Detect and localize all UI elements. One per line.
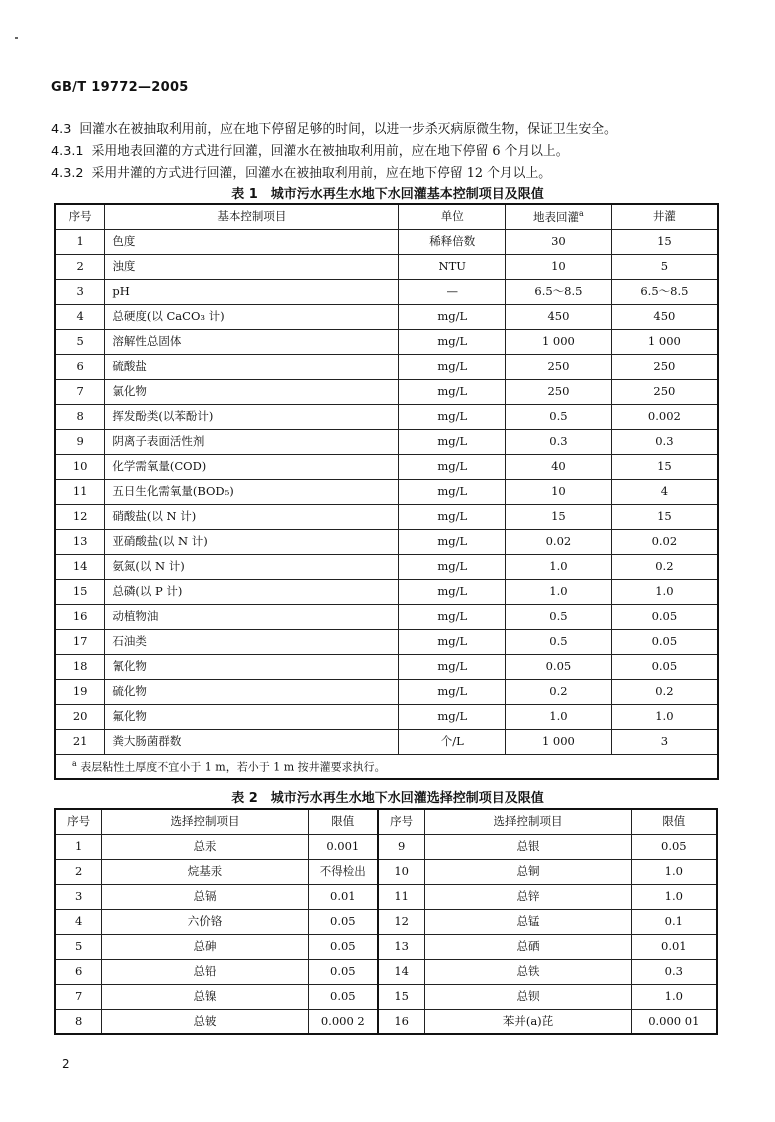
cell-limit-left: 不得检出 — [308, 859, 378, 884]
cell-surface-limit: 40 — [506, 454, 612, 479]
cell-well-limit: 250 — [611, 379, 718, 404]
cell-item-right: 总钡 — [425, 984, 631, 1009]
cell-seq-right: 9 — [378, 834, 425, 859]
cell-seq: 11 — [55, 479, 105, 504]
cell-item-right: 总锰 — [425, 909, 631, 934]
cell-seq-left: 2 — [55, 859, 102, 884]
cell-unit: mg/L — [399, 479, 506, 504]
cell-seq: 12 — [55, 504, 105, 529]
cell-well-limit: 3 — [611, 729, 718, 754]
cell-seq: 7 — [55, 379, 105, 404]
table-row — [55, 479, 718, 504]
table-row — [55, 379, 718, 404]
cell-item-right: 总银 — [425, 834, 631, 859]
cell-unit: NTU — [399, 254, 506, 279]
cell-limit-left: 0.001 — [308, 834, 378, 859]
cell-unit: mg/L — [399, 304, 506, 329]
cell-surface-limit: 1 000 — [506, 729, 612, 754]
table-row — [55, 629, 718, 654]
cell-item: 硝酸盐(以 N 计) — [105, 504, 399, 529]
cell-seq: 14 — [55, 554, 105, 579]
table-row — [55, 704, 718, 729]
cell-limit-left: 0.05 — [308, 909, 378, 934]
cell-seq: 18 — [55, 654, 105, 679]
cell-unit: mg/L — [399, 454, 506, 479]
cell-seq-left: 6 — [55, 959, 102, 984]
cell-seq-left: 8 — [55, 1009, 102, 1034]
cell-seq-right: 11 — [378, 884, 425, 909]
cell-unit: mg/L — [399, 679, 506, 704]
cell-limit-left: 0.05 — [308, 984, 378, 1009]
cell-seq-right: 13 — [378, 934, 425, 959]
cell-unit: mg/L — [399, 629, 506, 654]
table-row — [55, 959, 717, 984]
cell-well-limit: 0.05 — [611, 629, 718, 654]
clause-4-3-2 — [51, 162, 551, 181]
table-row — [55, 884, 717, 909]
cell-item: 硫酸盐 — [105, 354, 399, 379]
cell-well-limit: 4 — [611, 479, 718, 504]
cell-unit: mg/L — [399, 404, 506, 429]
cell-limit-right: 0.05 — [631, 834, 717, 859]
clause-text: 采用地表回灌的方式进行回灌，回灌水在被抽取利用前，应在地下停留 6 个月以上。 — [91, 144, 569, 159]
cell-well-limit: 0.002 — [611, 404, 718, 429]
cell-seq-right: 14 — [378, 959, 425, 984]
header-well-recharge: 井灌 — [611, 204, 718, 229]
cell-well-limit: 0.2 — [611, 554, 718, 579]
cell-unit: mg/L — [399, 529, 506, 554]
footnote-mark: a — [72, 758, 77, 768]
cell-limit-left: 0.01 — [308, 884, 378, 909]
header-seq-right: 序号 — [378, 809, 425, 834]
table-row — [55, 834, 717, 859]
table-row — [55, 454, 718, 479]
header-item: 基本控制项目 — [105, 204, 399, 229]
table-row — [55, 654, 718, 679]
table-row — [55, 554, 718, 579]
cell-well-limit: 0.3 — [611, 429, 718, 454]
cell-unit: mg/L — [399, 504, 506, 529]
cell-seq-left: 4 — [55, 909, 102, 934]
cell-surface-limit: 450 — [506, 304, 612, 329]
cell-limit-right: 0.000 01 — [631, 1009, 717, 1034]
header-seq: 序号 — [55, 204, 105, 229]
cell-item-right: 总铁 — [425, 959, 631, 984]
table-row — [55, 579, 718, 604]
cell-seq: 20 — [55, 704, 105, 729]
cell-limit-right: 0.01 — [631, 934, 717, 959]
cell-item: 氯化物 — [105, 379, 399, 404]
cell-surface-limit: 0.2 — [506, 679, 612, 704]
clause-4-3-1 — [51, 140, 569, 159]
cell-seq-left: 1 — [55, 834, 102, 859]
cell-surface-limit: 1 000 — [506, 329, 612, 354]
cell-seq-right: 10 — [378, 859, 425, 884]
header-item-right: 选择控制项目 — [425, 809, 631, 834]
cell-seq: 5 — [55, 329, 105, 354]
header-surface-recharge — [506, 204, 612, 229]
cell-seq: 8 — [55, 404, 105, 429]
cell-unit: mg/L — [399, 604, 506, 629]
cell-surface-limit: 15 — [506, 504, 612, 529]
cell-surface-limit: 0.02 — [506, 529, 612, 554]
cell-well-limit: 0.02 — [611, 529, 718, 554]
cell-surface-limit: 0.5 — [506, 404, 612, 429]
cell-surface-limit: 30 — [506, 229, 612, 254]
table-row — [55, 329, 718, 354]
cell-item: 色度 — [105, 229, 399, 254]
clause-text: 回灌水在被抽取利用前，应在地下停留足够的时间，以进一步杀灭病原微生物，保证卫生安全。 — [79, 122, 617, 137]
cell-seq: 17 — [55, 629, 105, 654]
table-row — [55, 984, 717, 1009]
cell-item-right: 总硒 — [425, 934, 631, 959]
cell-well-limit: 5 — [611, 254, 718, 279]
cell-item-left: 总铍 — [102, 1009, 308, 1034]
table-footnote — [55, 754, 718, 779]
clause-number: 4.3 — [51, 122, 72, 137]
footnote-text: 表层粘性土厚度不宜小于 1 m，若小于 1 m 按井灌要求执行。 — [80, 760, 386, 774]
cell-item: 阴离子表面活性剂 — [105, 429, 399, 454]
header-surface-label: 地表回灌 — [533, 209, 580, 224]
cell-well-limit: 450 — [611, 304, 718, 329]
cell-limit-right: 1.0 — [631, 984, 717, 1009]
table-footnote-row — [55, 754, 718, 779]
table-header-row — [55, 204, 718, 229]
cell-item: 动植物油 — [105, 604, 399, 629]
cell-well-limit: 15 — [611, 229, 718, 254]
basic-control-items-table — [54, 203, 719, 780]
cell-seq: 1 — [55, 229, 105, 254]
cell-item: 浊度 — [105, 254, 399, 279]
cell-limit-right: 0.3 — [631, 959, 717, 984]
cell-item-left: 总镉 — [102, 884, 308, 909]
header-unit: 单位 — [399, 204, 506, 229]
cell-item-left: 总砷 — [102, 934, 308, 959]
cell-item-left: 六价铬 — [102, 909, 308, 934]
cell-surface-limit: 0.5 — [506, 629, 612, 654]
cell-unit: mg/L — [399, 654, 506, 679]
cell-item: 五日生化需氧量(BOD₅) — [105, 479, 399, 504]
table-row — [55, 404, 718, 429]
table-row — [55, 429, 718, 454]
cell-item: 总磷(以 P 计) — [105, 579, 399, 604]
header-limit-right: 限值 — [631, 809, 717, 834]
cell-surface-limit: 0.5 — [506, 604, 612, 629]
cell-item: 亚硝酸盐(以 N 计) — [105, 529, 399, 554]
clause-text: 采用井灌的方式进行回灌，回灌水在被抽取利用前，应在地下停留 12 个月以上。 — [91, 166, 552, 181]
cell-well-limit: 1.0 — [611, 704, 718, 729]
cell-seq-left: 3 — [55, 884, 102, 909]
table-row — [55, 909, 717, 934]
table-row — [55, 729, 718, 754]
cell-item: 石油类 — [105, 629, 399, 654]
cell-item: 氰化物 — [105, 654, 399, 679]
cell-item: 总硬度(以 CaCO₃ 计) — [105, 304, 399, 329]
cell-seq-left: 7 — [55, 984, 102, 1009]
cell-well-limit: 250 — [611, 354, 718, 379]
cell-limit-left: 0.05 — [308, 934, 378, 959]
cell-limit-right: 1.0 — [631, 859, 717, 884]
cell-item-left: 总汞 — [102, 834, 308, 859]
cell-seq-right: 15 — [378, 984, 425, 1009]
clause-number: 4.3.1 — [51, 144, 84, 159]
header-item-left: 选择控制项目 — [102, 809, 308, 834]
cell-seq: 19 — [55, 679, 105, 704]
cell-seq: 9 — [55, 429, 105, 454]
cell-unit: 个/L — [399, 729, 506, 754]
page-number: 2 — [62, 1057, 70, 1071]
table-row — [55, 504, 718, 529]
cell-limit-left: 0.05 — [308, 959, 378, 984]
cell-well-limit: 0.05 — [611, 604, 718, 629]
cell-surface-limit: 1.0 — [506, 554, 612, 579]
table-row — [55, 229, 718, 254]
cell-unit: mg/L — [399, 429, 506, 454]
cell-unit: mg/L — [399, 554, 506, 579]
cell-limit-right: 0.1 — [631, 909, 717, 934]
table-row — [55, 1009, 717, 1034]
cell-surface-limit: 0.05 — [506, 654, 612, 679]
table-row — [55, 279, 718, 304]
cell-surface-limit: 10 — [506, 254, 612, 279]
header-limit-left: 限值 — [308, 809, 378, 834]
cell-item-left: 烷基汞 — [102, 859, 308, 884]
cell-seq: 3 — [55, 279, 105, 304]
table1-caption: 表 1 城市污水再生水地下水回灌基本控制项目及限值 — [231, 187, 544, 202]
cell-seq-left: 5 — [55, 934, 102, 959]
cell-item-right: 苯并(a)芘 — [425, 1009, 631, 1034]
cell-seq: 6 — [55, 354, 105, 379]
cell-seq-right: 12 — [378, 909, 425, 934]
selective-control-items-table — [54, 808, 718, 1035]
cell-seq: 2 — [55, 254, 105, 279]
cell-seq: 13 — [55, 529, 105, 554]
cell-surface-limit: 250 — [506, 354, 612, 379]
table-row — [55, 679, 718, 704]
cell-well-limit: 1 000 — [611, 329, 718, 354]
cell-surface-limit: 0.3 — [506, 429, 612, 454]
cell-well-limit: 1.0 — [611, 579, 718, 604]
cell-seq: 4 — [55, 304, 105, 329]
table-row — [55, 254, 718, 279]
header-seq-left: 序号 — [55, 809, 102, 834]
cell-unit: — — [399, 279, 506, 304]
cell-well-limit: 6.5～8.5 — [611, 279, 718, 304]
cell-well-limit: 15 — [611, 504, 718, 529]
cell-seq-right: 16 — [378, 1009, 425, 1034]
cell-item: 挥发酚类(以苯酚计) — [105, 404, 399, 429]
cell-item: 氟化物 — [105, 704, 399, 729]
table-row — [55, 354, 718, 379]
table2-caption: 表 2 城市污水再生水地下水回灌选择控制项目及限值 — [231, 791, 544, 806]
cell-item: 溶解性总固体 — [105, 329, 399, 354]
cell-surface-limit: 1.0 — [506, 579, 612, 604]
cell-unit: mg/L — [399, 579, 506, 604]
standard-number-header: GB/T 19772—2005 — [51, 80, 189, 95]
cell-seq: 15 — [55, 579, 105, 604]
table-row — [55, 304, 718, 329]
cell-well-limit: 0.05 — [611, 654, 718, 679]
table-header-row — [55, 809, 717, 834]
cell-item-left: 总镍 — [102, 984, 308, 1009]
cell-well-limit: 15 — [611, 454, 718, 479]
cell-item-right: 总铜 — [425, 859, 631, 884]
cell-surface-limit: 6.5～8.5 — [506, 279, 612, 304]
cell-limit-left: 0.000 2 — [308, 1009, 378, 1034]
table-row — [55, 859, 717, 884]
cell-item: 氨氮(以 N 计) — [105, 554, 399, 579]
cell-item-left: 总铅 — [102, 959, 308, 984]
cell-unit: mg/L — [399, 329, 506, 354]
table-row — [55, 934, 717, 959]
clause-number: 4.3.2 — [51, 166, 84, 181]
cell-item: 化学需氧量(COD) — [105, 454, 399, 479]
cell-surface-limit: 250 — [506, 379, 612, 404]
cell-surface-limit: 10 — [506, 479, 612, 504]
cell-unit: mg/L — [399, 354, 506, 379]
table-row — [55, 529, 718, 554]
scan-speck — [15, 37, 18, 39]
cell-limit-right: 1.0 — [631, 884, 717, 909]
cell-unit: 稀释倍数 — [399, 229, 506, 254]
cell-well-limit: 0.2 — [611, 679, 718, 704]
cell-seq: 10 — [55, 454, 105, 479]
cell-item: 硫化物 — [105, 679, 399, 704]
table-row — [55, 604, 718, 629]
clause-4-3 — [51, 118, 617, 137]
cell-unit: mg/L — [399, 379, 506, 404]
cell-item: 粪大肠菌群数 — [105, 729, 399, 754]
cell-unit: mg/L — [399, 704, 506, 729]
cell-seq: 16 — [55, 604, 105, 629]
cell-item-right: 总锌 — [425, 884, 631, 909]
footnote-mark: a — [579, 209, 584, 219]
cell-seq: 21 — [55, 729, 105, 754]
cell-surface-limit: 1.0 — [506, 704, 612, 729]
cell-item: pH — [105, 279, 399, 304]
